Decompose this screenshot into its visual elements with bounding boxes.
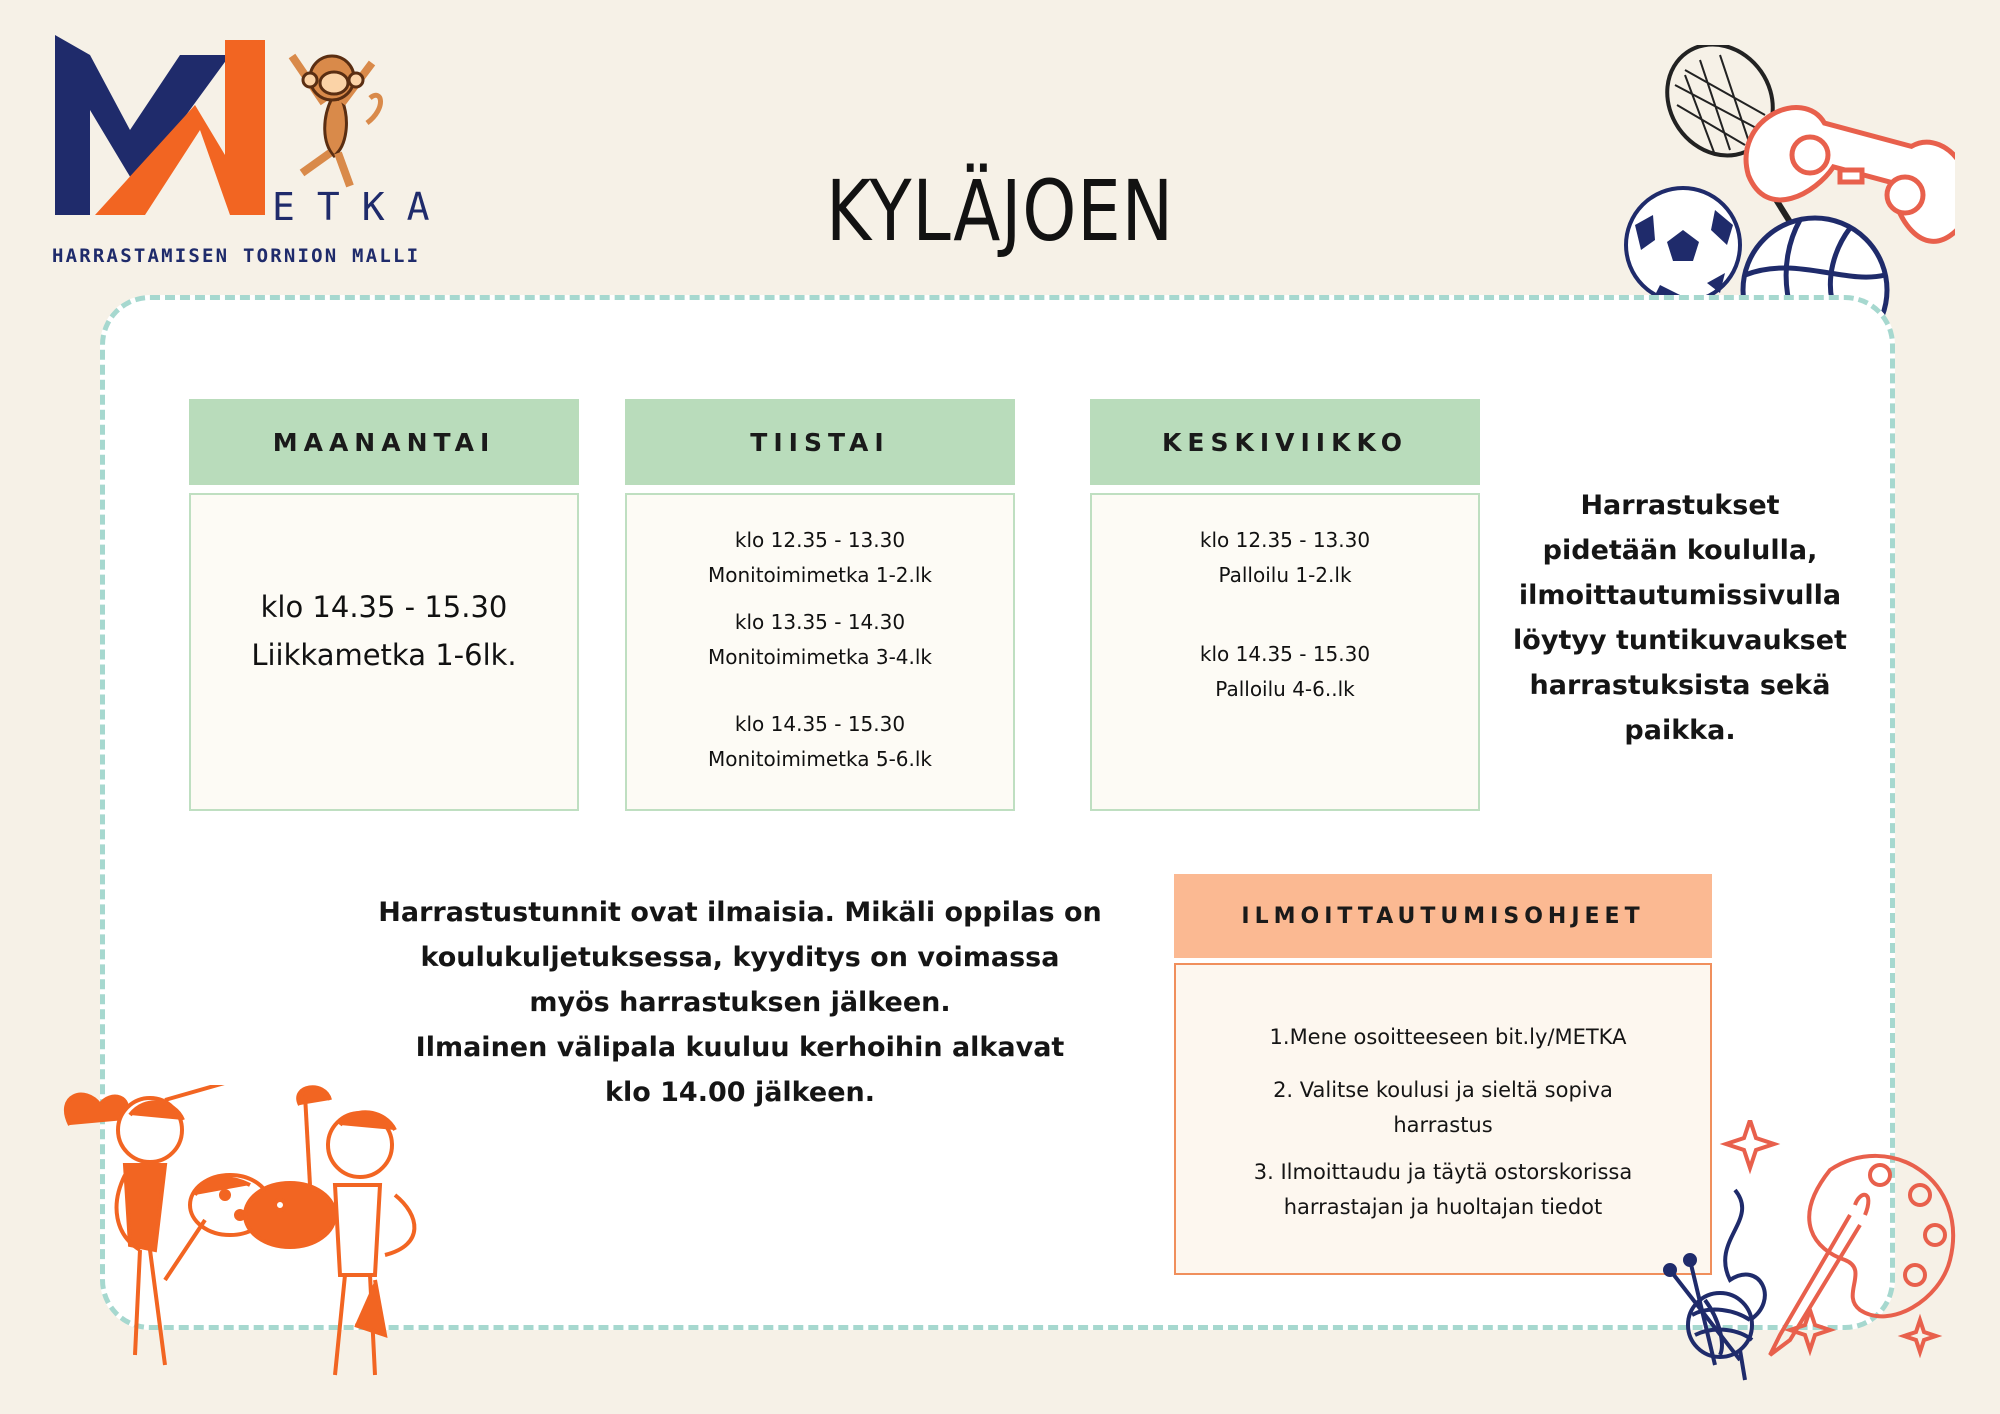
day-header-keskiviikko: KESKIVIIKKO	[1090, 399, 1480, 485]
logo-tagline: HARRASTAMISEN TORNION MALLI	[52, 245, 421, 267]
free-line: klo 14.00 jälkeen.	[604, 1077, 876, 1108]
info-text	[1495, 483, 1865, 753]
crafts-illustration	[1650, 1120, 1970, 1390]
slot-activity: Palloilu 4-6..lk	[1215, 677, 1355, 701]
info-line: paikka.	[1624, 715, 1736, 746]
registration-step-3: 3. Ilmoittaudu ja täytä ostorskorissa	[1253, 1160, 1633, 1184]
registration-box	[1174, 963, 1712, 1275]
yarn-knitting-icon	[1665, 1190, 1765, 1380]
logo-etka-text: ETKA	[272, 185, 452, 229]
day-box-tiistai	[625, 493, 1015, 811]
slot-time: klo 14.35 - 15.30	[260, 590, 508, 624]
slot-time: klo 14.35 - 15.30	[734, 712, 906, 736]
free-line: koulukuljetuksessa, kyyditys on voimassa	[420, 942, 1060, 973]
info-line: pidetään koululla,	[1542, 535, 1818, 566]
day-header-tiistai: TIISTAI	[625, 399, 1015, 485]
day-box-maanantai	[189, 493, 579, 811]
slot-time: klo 14.35 - 15.30	[1199, 642, 1371, 666]
slot-activity: Palloilu 1-2.lk	[1218, 563, 1352, 587]
info-line: harrastuksista sekä	[1529, 670, 1831, 701]
slot-time: klo 12.35 - 13.30	[734, 528, 906, 552]
registration-step-3-cont: harrastajan ja huoltajan tiedot	[1283, 1195, 1603, 1219]
day-header-maanantai: MAANANTAI	[189, 399, 579, 485]
registration-step-1: 1.Mene osoitteeseen bit.ly/METKA	[1269, 1025, 1627, 1049]
paint-palette-icon	[1770, 1156, 1953, 1355]
registration-step-2: 2. Valitse koulusi ja sieltä sopiva	[1273, 1078, 1613, 1102]
slot-activity: Liikkametka 1-6lk.	[251, 638, 517, 672]
registration-header: ILMOITTAUTUMISOHJEET	[1174, 874, 1712, 958]
info-line: ilmoittautumissivulla	[1518, 580, 1842, 611]
slot-activity: Monitoimimetka 5-6.lk	[707, 747, 933, 771]
free-line: Harrastustunnit ovat ilmaisia. Mikäli oppilas on	[378, 897, 1102, 928]
monkey-icon	[272, 38, 392, 188]
slot-time: klo 12.35 - 13.30	[1199, 528, 1371, 552]
registration-step-2-cont: harrastus	[1393, 1113, 1493, 1137]
free-line: Ilmainen välipala kuuluu kerhoihin alkavat	[415, 1032, 1065, 1063]
free-line: myös harrastuksen jälkeen.	[529, 987, 951, 1018]
free-info-text	[370, 890, 1110, 1115]
slot-activity: Monitoimimetka 1-2.lk	[707, 563, 933, 587]
soccer-ball-icon	[1626, 188, 1740, 302]
page-title: KYLÄJOEN	[825, 162, 1174, 261]
slot-activity: Monitoimimetka 3-4.lk	[707, 645, 933, 669]
slot-time: klo 13.35 - 14.30	[734, 610, 906, 634]
info-line: löytyy tuntikuvaukset	[1513, 625, 1847, 656]
info-line: Harrastukset	[1580, 490, 1780, 521]
day-box-keskiviikko	[1090, 493, 1480, 811]
hobby-horse-girls-illustration	[55, 1085, 435, 1385]
sparkle-icon	[1726, 1120, 1936, 1352]
